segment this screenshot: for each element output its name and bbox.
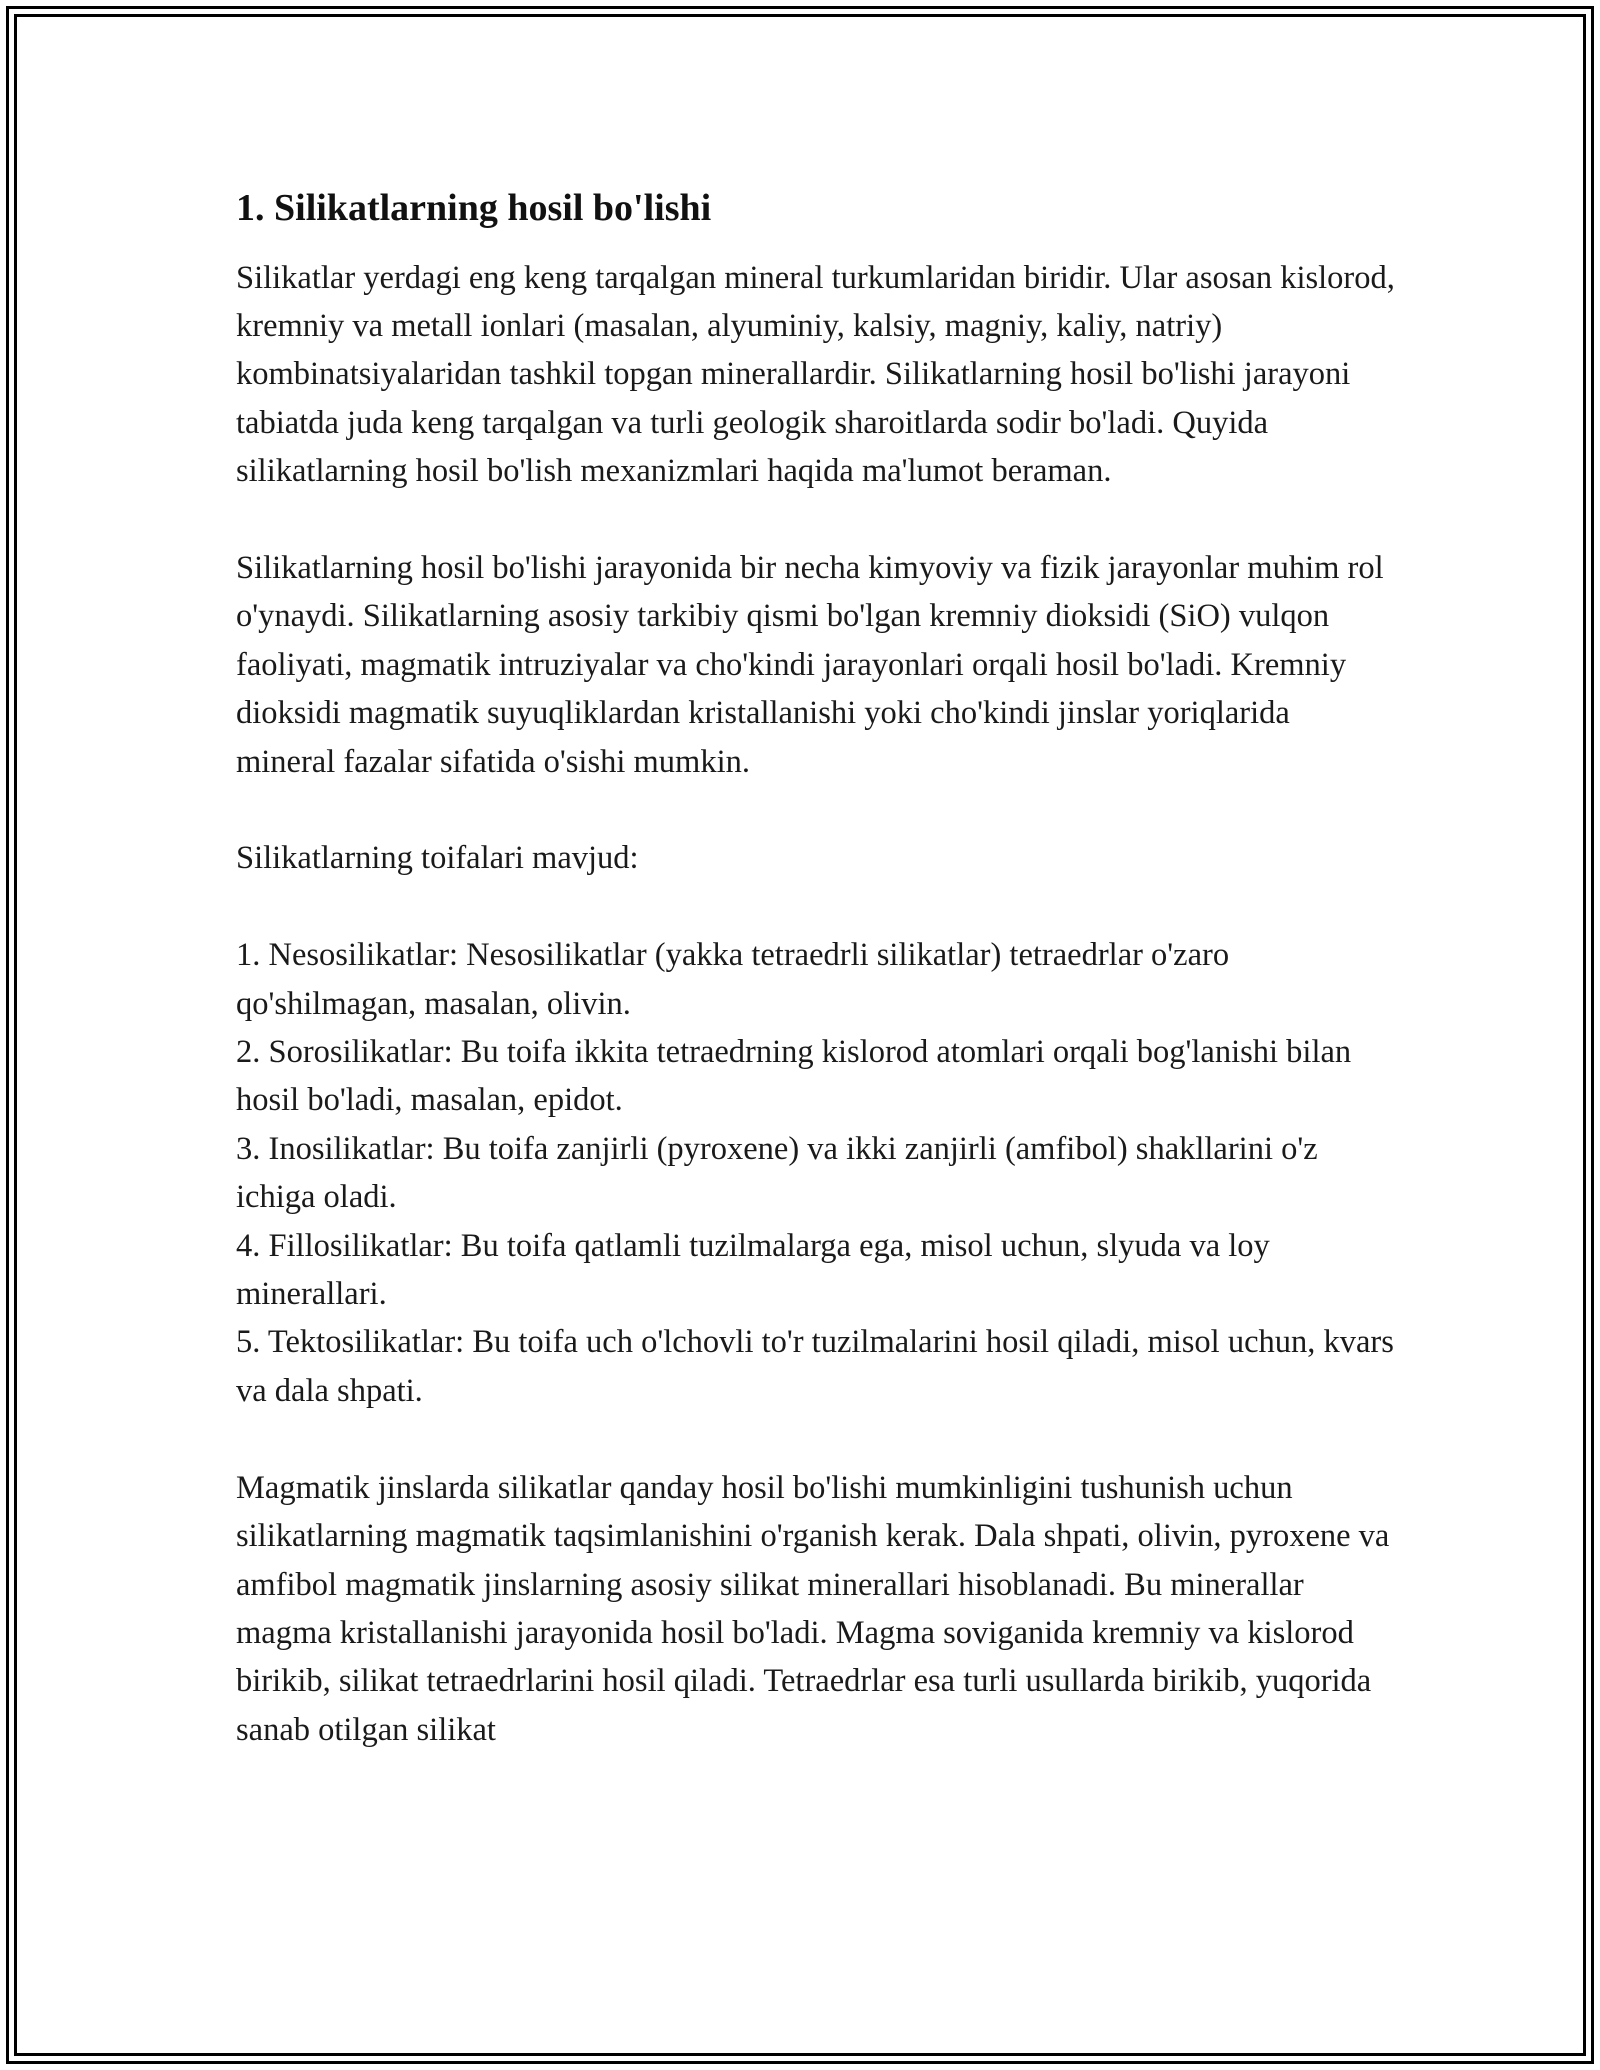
paragraph-spacer [236,786,1396,834]
document-title: 1. Silikatlarning hosil bo'lishi [236,187,712,229]
paragraph-spacer [236,883,1396,931]
document-body [236,186,1396,1754]
silicate-categories-list [236,931,1396,1415]
paragraph-spacer [236,1415,1396,1463]
paragraph-intro: Silikatlar yerdagi eng keng tarqalgan mineral turkumlaridan biridir. Ular asosan kislorod, kremniy va metall ionlari (masalan, alyuminiy, kalsiy, magniy, kaliy, natriy) kombinatsiyalaridan tashkil topgan minerallardir. Silikatlarning hosil bo'lishi jarayoni tabiatda juda keng tarqalgan va turli geologik sharoitlarda sodir bo'ladi. Quyida silikatlarning hosil bo'lish mexanizmlari haqida ma'lumot beraman. [236,259,1395,490]
paragraph-magmatic-rocks: Magmatik jinslarda silikatlar qanday hosil bo'lishi mumkinligini tushunish uchun silikatlarning magmatik taqsimlanishini o'rganish kerak. Dala shpati, olivin, pyroxene va amfibol magmatik jinslarning asosiy silikat minerallari hisoblanadi. Bu minerallar magma kristallanishi jarayonida hosil bo'ladi. Magma soviganida kremniy va kislorod birikib, silikat tetraedrlarini hosil qiladi. Tetraedrlar esa turli usullarda birikib, yuqorida sanab otilgan silikat [236,1469,1390,1748]
list-item-sorosilicates: 2. Sorosilikatlar: Bu toifa ikkita tetraedrning kislorod atomlari orqali bog'lanishi bilan hosil bo'ladi, masalan, epidot. [236,1034,1352,1119]
paragraph-formation-process: Silikatlarning hosil bo'lishi jarayonida bir necha kimyoviy va fizik jarayonlar muhim rol o'ynaydi. Silikatlarning asosiy tarkibiy qismi bo'lgan kremniy dioksidi (SiO) vulqon faoliyati, magmatik intruziyalar va cho'kindi jarayonlari orqali hosil bo'ladi. Kremniy dioksidi magmatik suyuqliklardan kristallanishi yoki cho'kindi jinslar yoriqlarida mineral fazalar sifatida o'sishi mumkin. [236,550,1384,780]
list-item-phyllosilicates: 4. Fillosilikatlar: Bu toifa qatlamli tuzilmalarga ega, misol uchun, slyuda va loy minerallari. [236,1227,1270,1313]
paragraph-categories-intro: Silikatlarning toifalari mavjud: [236,840,639,877]
list-item-inosilicates: 3. Inosilikatlar: Bu toifa zanjirli (pyroxene) va ikki zanjirli (amfibol) shakllarini o'z ichiga oladi. [236,1130,1318,1216]
paragraph-spacer [236,496,1396,544]
list-item-nesosilicates: 1. Nesosilikatlar: Nesosilikatlar (yakka tetraedrli silikatlar) tetraedrlar o'zaro qo'shilmagan, masalan, olivin. [236,937,1230,1022]
list-item-tectosilicates: 5. Tektosilikatlar: Bu toifa uch o'lchovli to'r tuzilmalarini hosil qiladi, misol uchun, kvars va dala shpati. [236,1324,1394,1409]
